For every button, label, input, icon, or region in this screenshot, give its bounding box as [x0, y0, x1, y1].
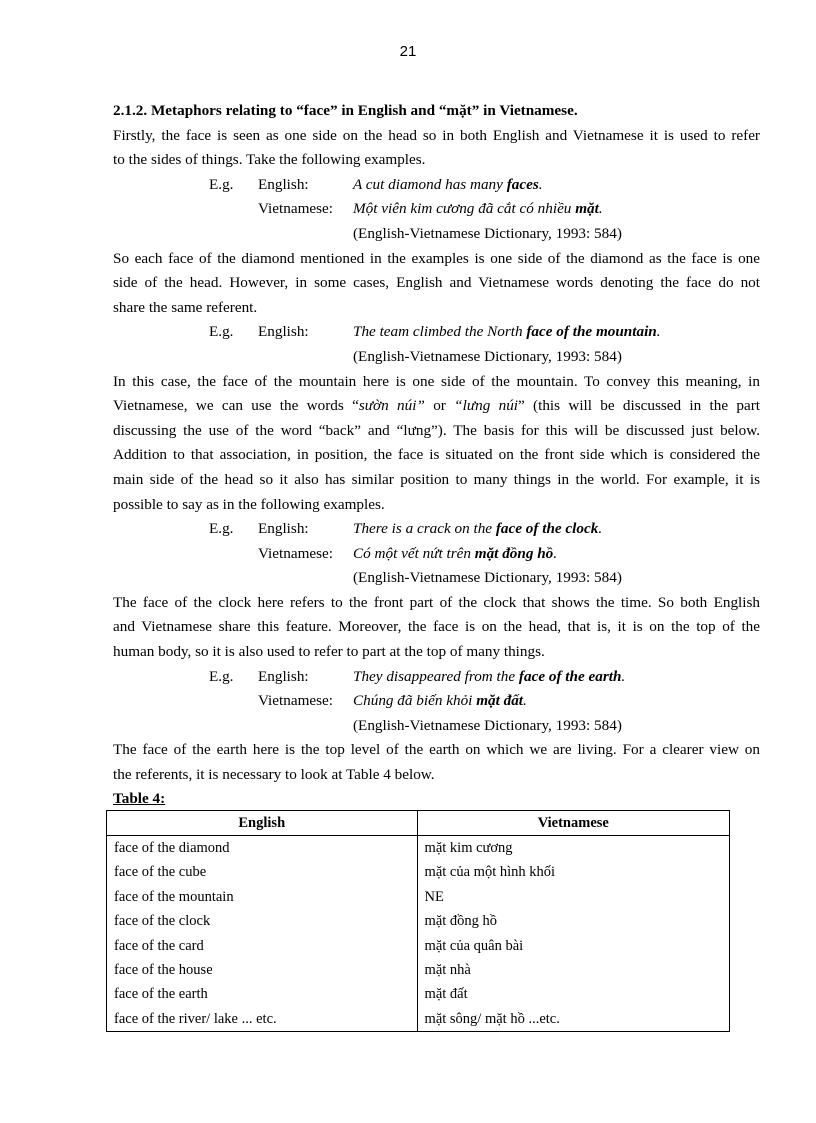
example-language: Vietnamese:: [258, 692, 333, 710]
table-cell-english: face of the clock: [107, 909, 418, 933]
example-reference: [113, 714, 760, 739]
table-cell-english: face of the cube: [107, 860, 418, 884]
paragraph-line: and Vietnamese share this feature. Moreover, the face is on the head, that is, it is on the top of the: [113, 618, 760, 636]
example-row: [113, 517, 760, 542]
section-heading: 2.1.2. Metaphors relating to “face” in English and “mặt” in Vietnamese.: [113, 102, 578, 119]
paragraph-line: Firstly, the face is seen as one side on the head so in both English and Vietnamese it is used to refer: [113, 126, 760, 144]
column-header-vietnamese: Vietnamese: [417, 810, 729, 835]
table-row: [107, 1007, 730, 1032]
example-sentence: A cut diamond has many faces.: [353, 175, 543, 193]
paragraph-line: side of the head. However, in some cases, English and Vietnamese words denoting the face do not: [113, 274, 760, 292]
example-label: E.g.: [209, 175, 234, 193]
example-sentence: The team climbed the North face of the mountain.: [353, 323, 661, 341]
paragraph-line: So each face of the diamond mentioned in the examples is one side of the diamond as the face is one: [113, 249, 760, 267]
table-cell-english: face of the river/ lake ... etc.: [107, 1007, 418, 1032]
table-cell-vietnamese: NE: [417, 885, 729, 909]
table-row: [107, 958, 730, 982]
example-language: English:: [258, 667, 309, 685]
table-row: [107, 885, 730, 909]
table-cell-vietnamese: mặt đồng hồ: [417, 909, 729, 933]
paragraph-line: The face of the clock here refers to the front part of the clock that shows the time. So both English: [113, 593, 760, 611]
example-language: English:: [258, 175, 309, 193]
example-label: E.g.: [209, 323, 234, 341]
example-sentence: They disappeared from the face of the earth.: [353, 667, 626, 685]
table-row: [107, 909, 730, 933]
table-cell-vietnamese: mặt nhà: [417, 958, 729, 982]
citation: (English-Vietnamese Dictionary, 1993: 584): [353, 347, 622, 365]
table-cell-vietnamese: mặt đất: [417, 982, 729, 1006]
example-reference: [113, 345, 760, 370]
table-header-row: [107, 810, 730, 835]
table-row: [107, 982, 730, 1006]
comparison-table: [106, 810, 730, 1033]
table-row: [107, 836, 730, 861]
example-row: [113, 197, 760, 222]
page-number: 21: [399, 43, 417, 60]
example-label: E.g.: [209, 667, 234, 685]
paragraph-line: share the same referent.: [113, 298, 258, 316]
table-row: [107, 934, 730, 958]
table-cell-vietnamese: mặt của quân bài: [417, 934, 729, 958]
example-row: [113, 665, 760, 690]
table-row: [107, 860, 730, 884]
paragraph-line: The face of the earth here is the top level of the earth on which we are living. For a clearer view on: [113, 741, 760, 759]
example-row: [113, 542, 760, 567]
table-cell-english: face of the earth: [107, 982, 418, 1006]
table-cell-english: face of the card: [107, 934, 418, 958]
example-label: E.g.: [209, 520, 234, 538]
example-sentence: Một viên kim cương đã cắt có nhiều mặt.: [353, 200, 603, 218]
paragraph-line: Addition to that association, in position, the face is situated on the front side which is considered the: [113, 446, 760, 464]
example-sentence: Chúng đã biến khỏi mặt đất.: [353, 692, 527, 710]
example-language: English:: [258, 520, 309, 538]
paragraph-line: human body, so it is also used to refer to part at the top of many things.: [113, 643, 545, 661]
example-row: [113, 689, 760, 714]
paragraph-line: to the sides of things. Take the following examples.: [113, 151, 426, 169]
paragraph-line: the referents, it is necessary to look at Table 4 below.: [113, 766, 435, 784]
paragraph-line: possible to say as in the following examples.: [113, 495, 385, 513]
example-language: Vietnamese:: [258, 544, 333, 562]
example-sentence: There is a crack on the face of the clock.: [353, 520, 603, 538]
paragraph-line: Vietnamese, we can use the words “sườn núi” or “lưng núi” (this will be discussed in the part: [113, 397, 761, 415]
table-cell-vietnamese: mặt kim cương: [417, 836, 729, 861]
citation: (English-Vietnamese Dictionary, 1993: 584): [353, 224, 622, 242]
paragraph-line: main side of the head so it also has similar position to many things in the world. For example, it is: [113, 470, 760, 488]
table-cell-english: face of the house: [107, 958, 418, 982]
paragraph-line: discussing the use of the word “back” and “lưng”). The basis for this will be discussed just below.: [113, 421, 760, 439]
example-row: [113, 173, 760, 198]
page-content: [113, 99, 760, 1032]
table-cell-english: face of the mountain: [107, 885, 418, 909]
example-reference: [113, 566, 760, 591]
example-reference: [113, 222, 760, 247]
table-cell-english: face of the diamond: [107, 836, 418, 861]
example-language: Vietnamese:: [258, 200, 333, 218]
column-header-english: English: [107, 810, 418, 835]
citation: (English-Vietnamese Dictionary, 1993: 584): [353, 716, 622, 734]
table-cell-vietnamese: mặt của một hình khối: [417, 860, 729, 884]
example-row: [113, 320, 760, 345]
example-language: English:: [258, 323, 309, 341]
example-sentence: Có một vết nứt trên mặt đồng hồ.: [353, 544, 558, 562]
citation: (English-Vietnamese Dictionary, 1993: 584): [353, 569, 622, 587]
table-title: Table 4:: [113, 789, 166, 807]
paragraph-line: In this case, the face of the mountain here is one side of the mountain. To convey this meaning, in: [113, 372, 760, 390]
table-cell-vietnamese: mặt sông/ mặt hồ ...etc.: [417, 1007, 729, 1032]
